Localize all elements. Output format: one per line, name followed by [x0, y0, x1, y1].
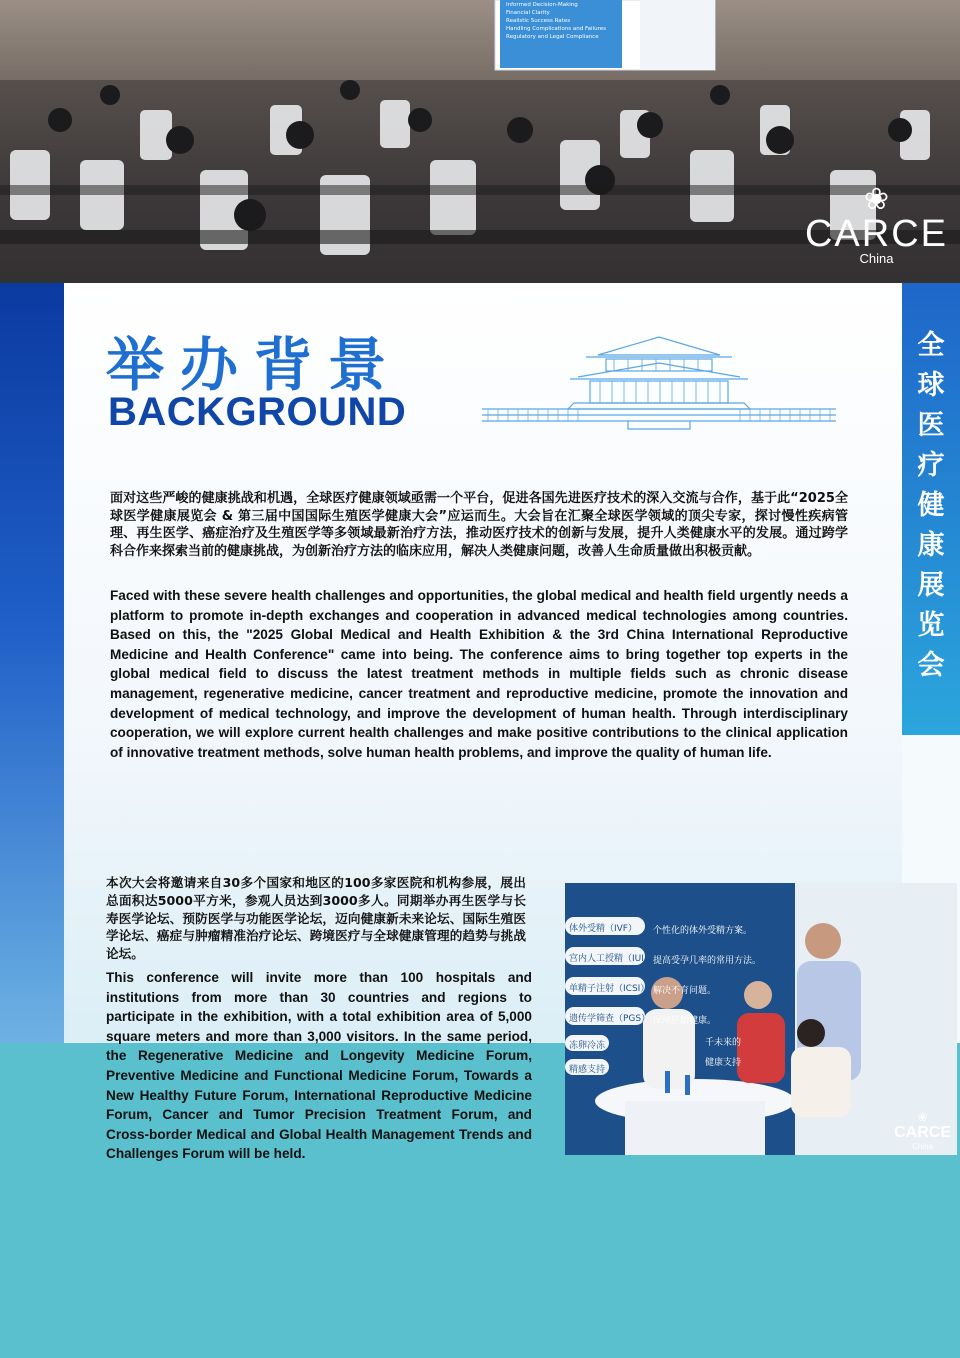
side-title-char: 球 [917, 370, 945, 401]
side-title-char: 全 [917, 330, 945, 361]
slide-line: Regulatory and Legal Compliance [506, 34, 599, 40]
carce-logo-small-text: CARCE [894, 1124, 951, 1141]
carce-logo-text: CARCE [804, 213, 948, 255]
booth-item: 体外受精（IVF） [569, 924, 637, 934]
palace-illustration [478, 333, 840, 433]
side-title-char: 医 [917, 410, 945, 441]
side-title-char: 展 [917, 570, 945, 601]
slide-line: Realistic Success Rates [506, 18, 571, 24]
booth-meeting-photo [565, 883, 957, 1155]
booth-item: 冻卵冷冻 [569, 1041, 606, 1051]
left-accent-bar [0, 283, 64, 1043]
booth-note: 个性化的体外受精方案。 [653, 926, 753, 936]
booth-item: 遗传学筛查（PGS） [569, 1014, 651, 1024]
carce-logo-icon: ❀ [863, 182, 890, 217]
page-title-cn: 举办背景 [106, 331, 403, 399]
slide-line: Financial Clarity [506, 10, 550, 16]
booth-note: 解决不育问题。 [653, 986, 717, 996]
booth-item: 精感支持 [569, 1065, 606, 1075]
side-title-char: 会 [917, 650, 945, 681]
slide-line: Handling Complications and Failures [506, 26, 606, 32]
side-title-char: 康 [917, 530, 945, 561]
side-title-char: 疗 [917, 450, 945, 481]
side-title-tab [902, 283, 960, 735]
scale-paragraph-en: This conference will invite more than 100 hospitals and institutions from more than 30 countries and regions to participate in the exhibition, with a total exhibition area of 5,000 square meters and more than 3,000 visitors. In the same period, the Regenerative Medicine and Longevity Medicine Forum, Preventive Medicine and Functional Medicine Forum, Towards a New Healthy Future Forum, International Reproductive Medicine Forum, Cancer and Tumor Precision Treatment Forum, and Cross-border Medical and Global Health Management Trends and Challenges Forum will be held. [106, 970, 532, 1162]
carce-logo-small-icon: ❀ [917, 1110, 928, 1124]
booth-note: 提高受孕几率的常用方法。 [653, 956, 762, 966]
intro-paragraph-en: Faced with these severe health challenges and opportunities, the global medical and health field urgently needs a platform to promote in-depth exchanges and cooperation in advanced medical technologies among countries. Based on this, the "2025 Global Medical and Health Exhibition & the 3rd China International Reproductive Medicine and Health Conference" came into being. The conference aims to bring together top experts in the global medical field to discuss the latest treatment methods in multiple fields such as chronic disease management, regenerative medicine, cancer treatment and reproductive medicine, promote the innovation and development of medical technology, and improve the development of human health. Through interdisciplinary cooperation, we will explore current health challenges and make positive contributions to the clinical application of innovative treatment methods, solve human health problems, and improve the quality of human life. [110, 588, 848, 760]
carce-logo-small [894, 1110, 951, 1151]
slide-line: Informed Decision-Making [506, 2, 578, 8]
conference-hall-photo [0, 0, 960, 283]
carce-logo-small-sub: China [912, 1142, 933, 1151]
page-title-en: BACKGROUND [108, 390, 407, 434]
carce-logo-sub: China [859, 251, 894, 266]
booth-note: 健康支持 [705, 1058, 742, 1068]
intro-paragraph-cn: 面对这些严峻的健康挑战和机遇，全球医疗健康领域亟需一个平台，促进各国先进医疗技术的深入交流与合作，基于此“2025全球医学健康展览会 & 第三届中国国际生殖医学健康大会”应运而生。大会旨在汇聚全球医学领域的顶尖专家，探讨慢性疾病管理、再生医学、癌症治疗及生殖医学等多领域最新治疗方法，推动医疗技术的创新与发展，提升人类健康水平的发展。通过跨学科合作来探索当前的健康挑战，为创新治疗方法的临床应用，解决人类健康问题，改善人生命质量做出积极贡献。 [110, 491, 848, 559]
booth-item: 宫内人工授精（IUI） [569, 954, 653, 964]
booth-note: 保障胚胎健康。 [653, 1016, 717, 1026]
booth-item: 单精子注射（ICSI） [569, 984, 650, 994]
carce-logo [804, 182, 948, 266]
scale-paragraph-cn: 本次大会将邀请来自30多个国家和地区的100多家医院和机构参展，展出总面积达5000平方米，参观人员达到3000多人。同期举办再生医学与长寿医学论坛、预防医学与功能医学论坛，迈向健康新未来论坛、国际生殖医学论坛、癌症与肿瘤精准治疗论坛、跨境医疗与全球健康管理的趋势与挑战论坛。 [106, 875, 526, 962]
booth-note: 千未来的 [705, 1038, 742, 1048]
side-title-char: 健 [917, 490, 945, 521]
side-title-char: 览 [917, 610, 945, 641]
